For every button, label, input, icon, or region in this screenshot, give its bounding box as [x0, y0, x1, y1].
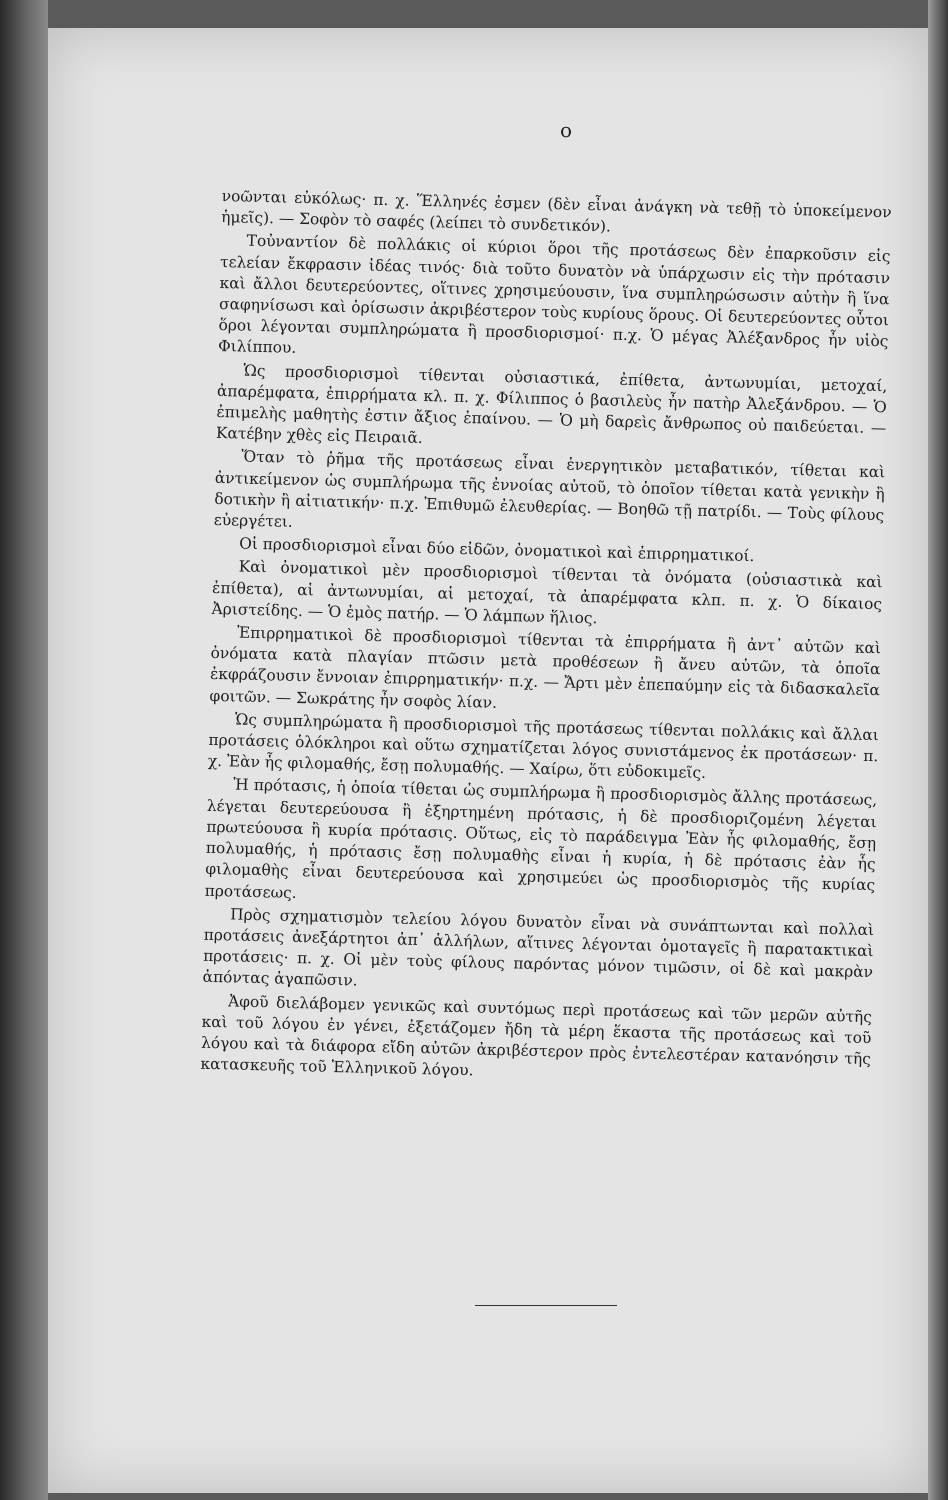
paragraph: Ἀφοῦ διελάβομεν γενικῶς καὶ συντόμως περὶ προτάσεως καὶ τῶν μερῶν αὐτῆς καὶ τοῦ λόγου ἐν γένει, ἐξετάζομεν ἤδη τὰ μέρη ἕκαστα τῆς προτάσεως καὶ τοῦ λόγου καὶ τὰ διάφορα εἴδη αὐτῶν ἀκριβέστερον πρὸς ἐντελεστέραν κατανόησιν τῆς κατασκευῆς τοῦ Ἑλληνικοῦ λόγου. [200, 991, 873, 1080]
paragraph: Πρὸς σχηματισμὸν τελείου λόγου δυνατὸν εἶναι νὰ συνάπτωνται καὶ πολλαὶ προτάσεις ἀνεξάρτητοι ἀπ᾽ ἀλλήλων, αἵτινες λέγονται ὁμοταγεῖς ἢ παρατακτικαὶ προτάσεις· π. χ. Οἱ μὲν τοὺς φίλους παρόντας μόνον τιμῶσιν, οἱ δὲ καὶ μακρὰν ἀπόντας ἀγαπῶσιν. [202, 905, 875, 990]
paragraph: Ἡ πρότασις, ἡ ὁποία τίθεται ὡς συμπλήρωμα ἢ προσδιορισμὸς ἄλλης προτάσεως, λέγεται δευτερεύουσα ἢ ἐξηρτημένη πρότασις, ἡ δὲ προσδιοριζομένη λέγεται πρωτεύουσα ἢ κυρία πρότασις. Οὕτως, εἰς τὸ παράδειγμα Ἐὰν ἧς φιλομαθής, ἔσῃ πολυμαθής, ἡ πρότασις ἔσῃ πολυμαθὴς εἶναι ἡ κυρία, ἡ δὲ πρότασις ἐὰν ἧς φιλομαθὴς εἶναι δευτερεύουσα καὶ χρησιμεύει ὡς προσδιορισμὸς τῆς κυρίας προτάσεως. [204, 775, 878, 902]
paragraph: Ὡς προσδιορισμοὶ τίθενται οὐσιαστικά, ἐπίθετα, ἀντωνυμίαι, μετοχαί, ἀπαρέμφατα, ἐπιρρήματα κλ. π. χ. Φίλιππος ὁ βασιλεὺς ἦν πατὴρ Ἀλεξάνδρου. — Ὁ ἐπιμελὴς μαθητὴς ἐστιν ἄξιος ἐπαίνου. — Ὁ μὴ δαρεὶς ἄνθρωπος οὐ παιδεύεται. — Κατέβην χθὲς εἰς Πειραιᾶ. [215, 361, 888, 448]
book-binding-edge [0, 0, 48, 1500]
paragraph: Ἐπιρρηματικοὶ δὲ προσδιορισμοὶ τίθενται τὰ ἐπιρρήματα ἢ ἀντ᾽ αὐτῶν καὶ ὀνόματα κατὰ πλαγίαν πτῶσιν μετὰ προθέσεων ἢ ἄνευ αὐτῶν, τὰ ὁποῖα ἐκφράζουσιν ἔννοιαν ἐπιρρηματικήν· π.χ. — Ἄρτι μὲν ἐπεπαύμην εἰς τὰ διδασκαλεῖα φοιτῶν. — Σωκράτης ἦν σοφὸς λίαν. [209, 623, 882, 712]
paragraph: νοῶνται εὐκόλως· π. χ. Ἕλληνές ἐσμεν (δὲν εἶναι ἀνάγκη νὰ τεθῇ τὸ ὑποκείμενον ἡμεῖς). — Σοφὸν τὸ σαφές (λείπει τὸ συνδετικόν). [221, 186, 892, 236]
paragraph: Καὶ ὀνοματικοὶ μὲν προσδιορισμοὶ τίθενται τὰ ὀνόματα (οὐσιαστικὰ καὶ ἐπίθετα), αἱ ἀντωνυμίαι, αἱ μετοχαί, τὰ ἀπαρέμφατα κλπ. π. χ. Ὁ δίκαιος Ἀριστείδης. — Ὁ ἐμὸς πατήρ. — Ὁ λάμπων ἥλιος. [211, 557, 883, 628]
page-shadow-edge [928, 0, 948, 1500]
paragraph: Ὡς συμπληρώματα ἢ προσδιορισμοὶ τῆς προτάσεως τίθενται πολλάκις καὶ ἄλλαι προτάσεις ὁλόκληροι καὶ οὕτω σχηματίζεται λόγος συνιστάμενος ἐκ προτάσεων· π. χ. Ἐὰν ἧς φιλομαθής, ἔσῃ πολυμαθής. — Χαίρω, ὅτι εὐδοκιμεῖς. [207, 710, 880, 783]
paragraph: Τοὐναντίον δὲ πολλάκις οἱ κύριοι ὅροι τῆς προτάσεως δὲν ἐπαρκοῦσιν εἰς τελείαν ἔκφρασιν ἰδέας τινός· διὰ τοῦτο δυνατὸν νὰ ὑπάρχωσιν εἰς τὴν πρότασιν καὶ ἄλλοι δευτερεύοντες, οἵτινες χρησιμεύουσιν, ἵνα συμπληρώσωσιν αὐτὴν ἢ ἵνα σαφηνίσωσι καὶ ὁρίσωσιν ἀκριβέστερον τοὺς κυρίους ὅρους. Οἱ δευτερεύοντες οὗτοι ὅροι λέγονται συμπληρώματα ἢ προσδιορισμοί· π.χ. Ὁ μέγας Ἀλέξανδρος ἦν υἱὸς Φιλίππου. [217, 232, 891, 358]
paragraph: Οἱ προσδιορισμοὶ εἶναι δύο εἰδῶν, ὀνοματικοὶ καὶ ἐπιρρηματικοί. [239, 534, 755, 566]
end-rule [475, 1305, 617, 1306]
paragraph: Ὅταν τὸ ῥῆμα τῆς προτάσεως εἶναι ἐνεργητικὸν μεταβατικόν, τίθεται καὶ ἀντικείμενον ὡς συμπλήρωμα τῆς ἐννοίας αὐτοῦ, τὸ ὁποῖον τίθεται κατὰ γενικὴν ἢ δοτικὴν ἢ αἰτιατικήν· π.χ. Ἐπιθυμῶ ἐλευθερίας. — Βοηθῶ τῇ πατρίδι. — Τοὺς φίλους εὐεργέτει. [213, 447, 886, 531]
page-number: ο [560, 118, 573, 142]
page-body [200, 186, 892, 1093]
